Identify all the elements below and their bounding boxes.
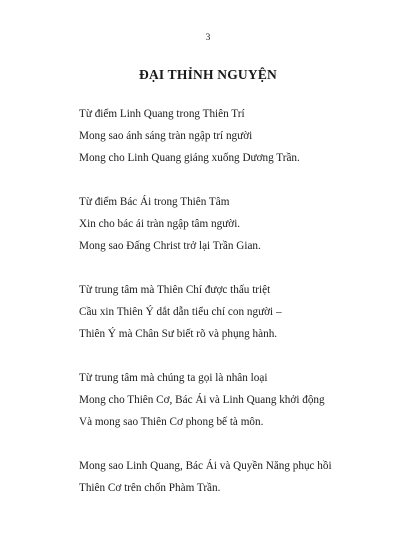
poem-line: Cầu xin Thiên Ý dắt dẫn tiểu chí con người – xyxy=(79,306,282,318)
poem-line: Thiên Cơ trên chốn Phàm Trần. xyxy=(79,482,221,494)
poem-line: Từ trung tâm mà Thiên Chí được thấu triệt xyxy=(79,284,271,296)
stanza-2 xyxy=(79,191,409,257)
poem-line: Mong sao Đấng Christ trở lại Trần Gian. xyxy=(79,240,261,252)
poem-line: Mong sao Linh Quang, Bác Ái và Quyền Năng phục hồi xyxy=(79,460,332,472)
poem-line: Mong cho Linh Quang giáng xuống Dương Trần. xyxy=(79,152,300,164)
stanza-5 xyxy=(79,455,409,499)
stanza-4 xyxy=(79,367,409,433)
poem-line: Thiên Ý mà Chân Sư biết rõ và phụng hành. xyxy=(79,328,278,340)
poem-line: Từ điểm Bác Ái trong Thiên Tâm xyxy=(79,196,230,208)
poem-line: Mong sao ánh sáng tràn ngập trí người xyxy=(79,130,253,142)
poem-body xyxy=(79,103,409,521)
poem-line: Từ trung tâm mà chúng ta gọi là nhân loại xyxy=(79,372,268,384)
page-title: ĐẠI THỈNH NGUYỆN xyxy=(139,67,277,82)
poem-line: Và mong sao Thiên Cơ phong bế tà môn. xyxy=(79,416,264,428)
poem-line: Từ điểm Linh Quang trong Thiên Trí xyxy=(79,108,245,120)
page-number: 3 xyxy=(205,33,211,43)
poem-line: Mong cho Thiên Cơ, Bác Ái và Linh Quang khởi động xyxy=(79,394,325,406)
stanza-3 xyxy=(79,279,409,345)
stanza-1 xyxy=(79,103,409,169)
poem-line: Xin cho bác ái tràn ngập tâm người. xyxy=(79,218,241,230)
